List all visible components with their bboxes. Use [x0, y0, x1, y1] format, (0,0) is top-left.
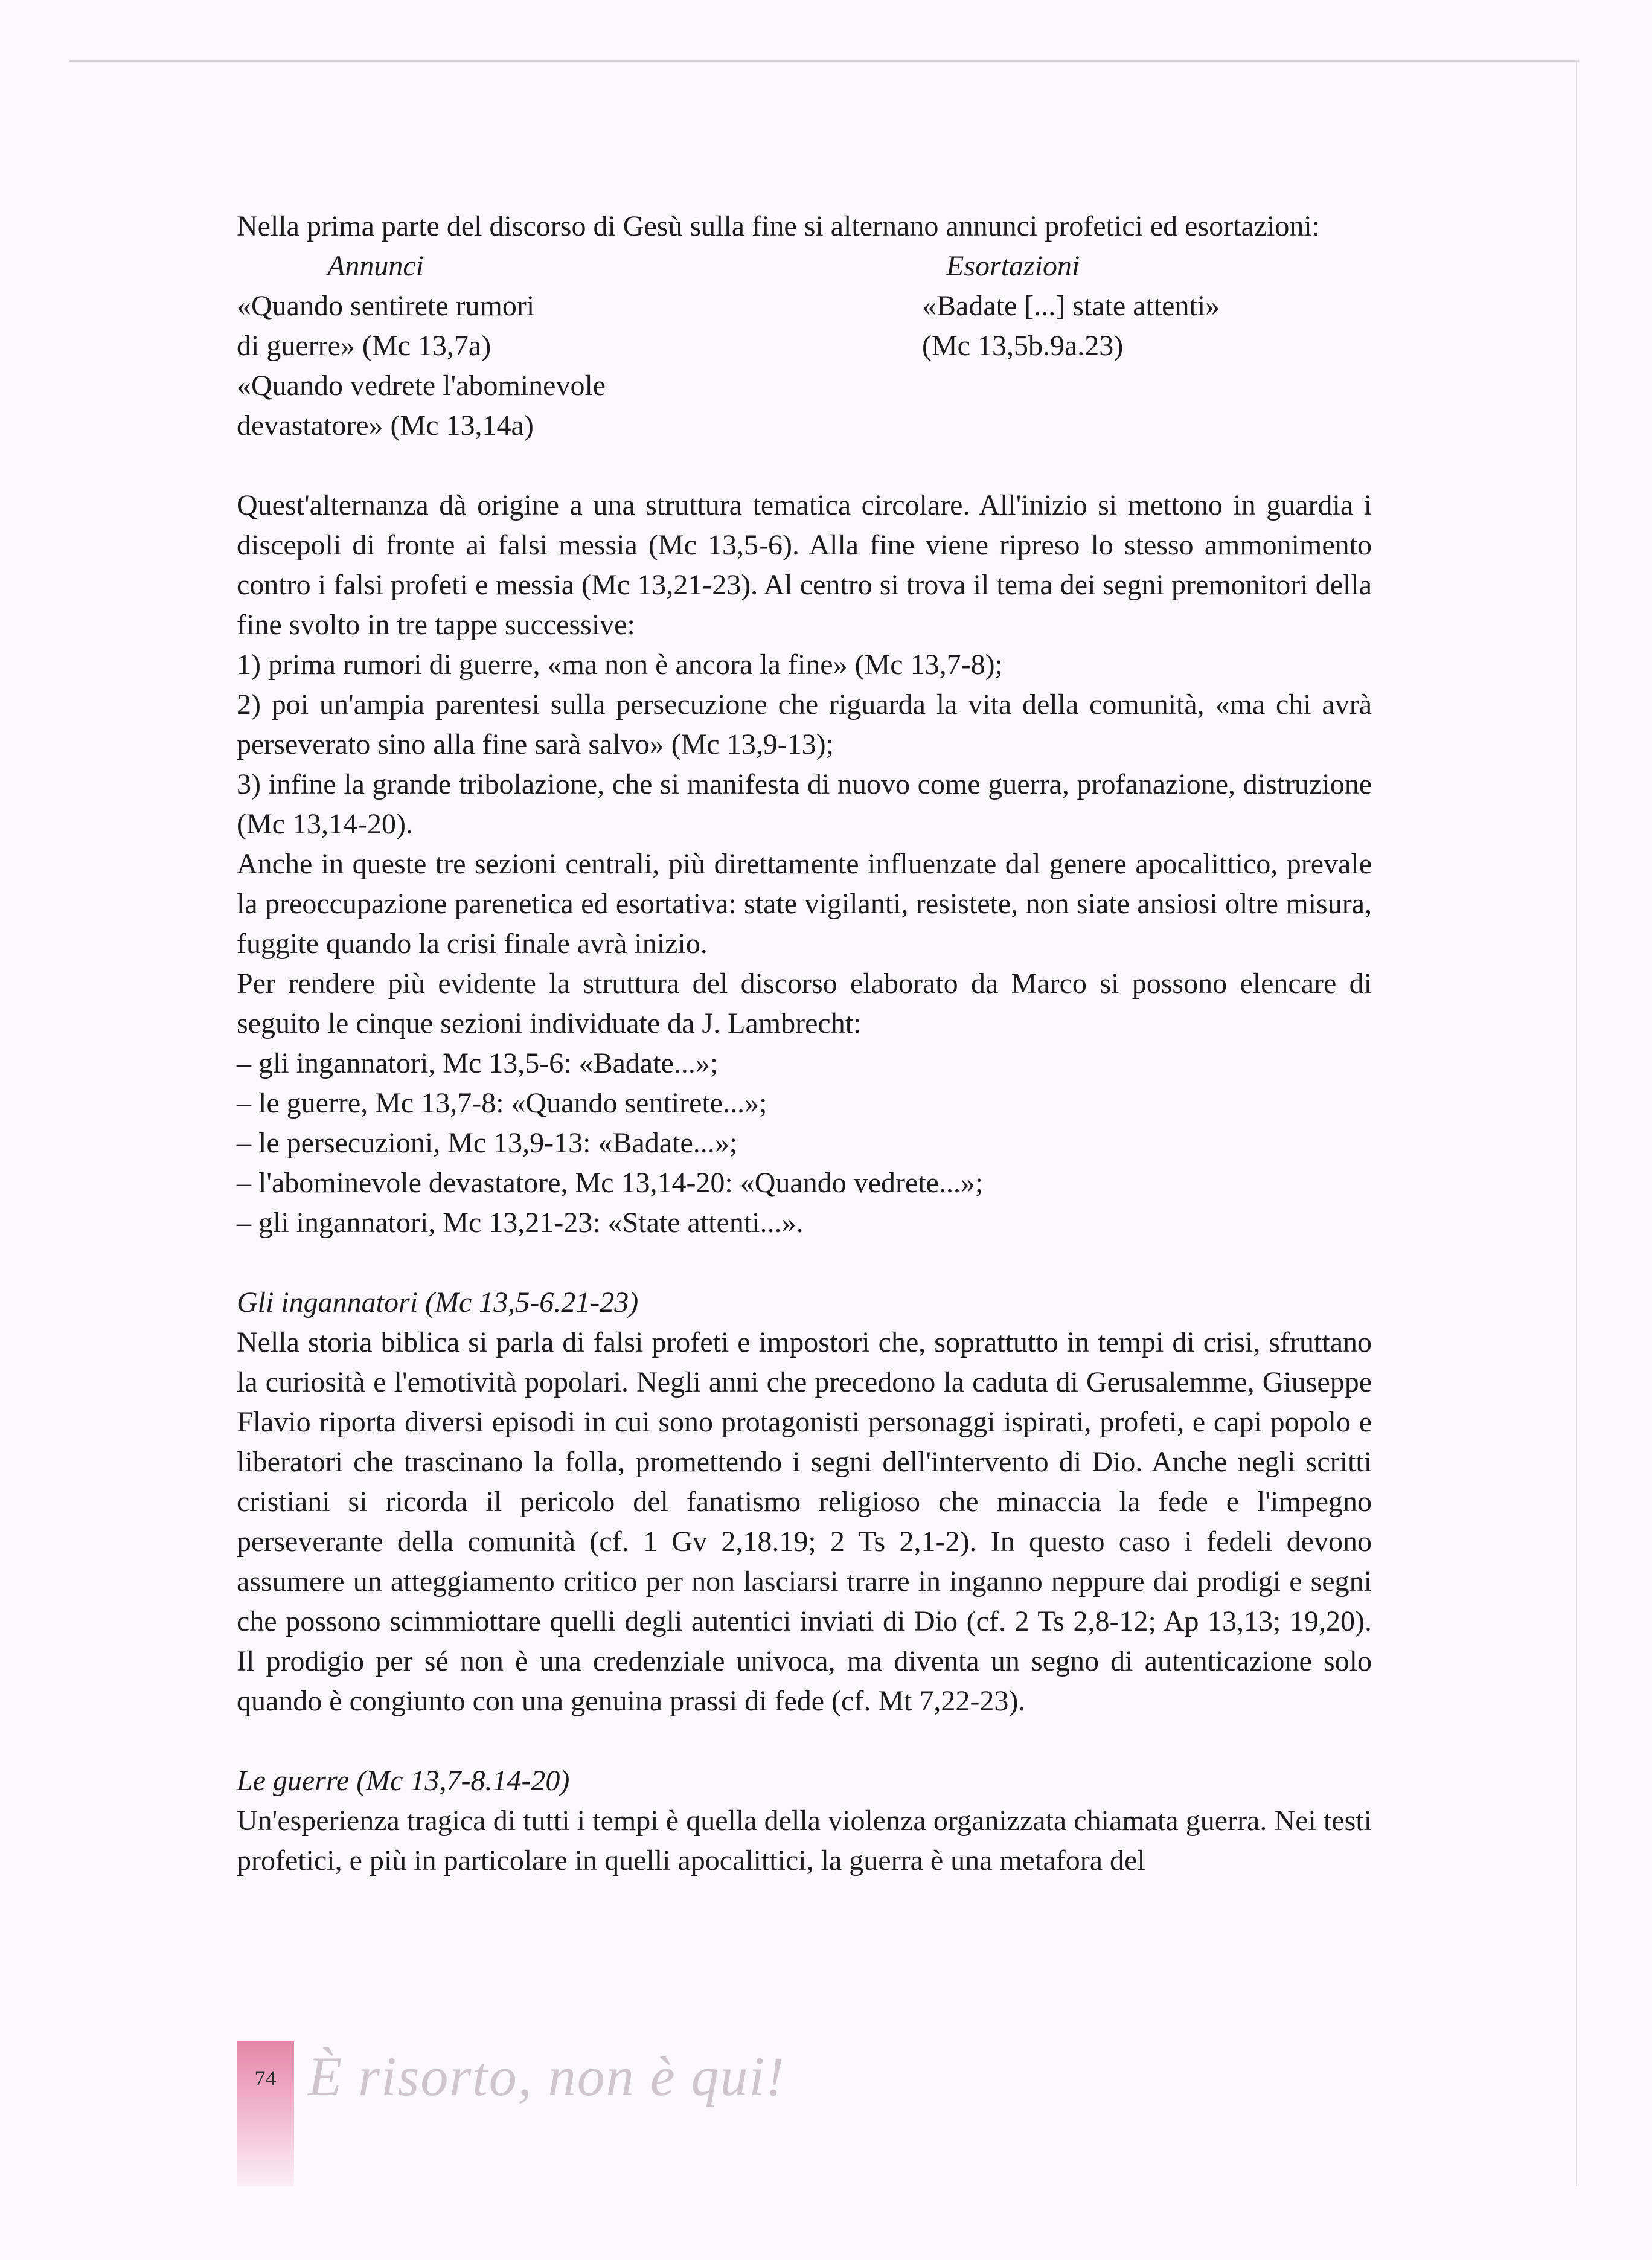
esortazioni-line: (Mc 13,5b.9a.23)	[922, 330, 1124, 362]
esortazioni-column	[922, 246, 1372, 446]
stage-item: 3) infine la grande tribolazione, che si manifesta di nuovo come guerra, profanazione, distruzione (Mc 13,14-20).	[237, 768, 1372, 840]
comparison-table	[237, 246, 1372, 446]
stage-item: 2) poi un'ampia parentesi sulla persecuzione che riguarda la vita della comunità, «ma chi avrà perseverato sino alla fine sarà salvo» (Mc 13,9-13);	[237, 689, 1372, 760]
annunci-line: di guerre» (Mc 13,7a)	[237, 330, 491, 362]
heading-guerre: Le guerre (Mc 13,7-8.14-20)	[237, 1765, 570, 1797]
main-text	[237, 207, 1372, 1881]
section-item: – gli ingannatori, Mc 13,21-23: «State attenti...».	[237, 1207, 804, 1239]
footer-color-band	[237, 2041, 294, 2186]
esortazioni-header: Esortazioni	[946, 250, 1080, 282]
section-item: – gli ingannatori, Mc 13,5-6: «Badate...»;	[237, 1047, 719, 1079]
ingannatori-paragraph: Nella storia biblica si parla di falsi profeti e impostori che, soprattutto in tempi di crisi, sfruttano la curiosità e l'emotività popolari. Negli anni che precedono la caduta di Gerusalemme, Giuseppe Flavio riporta diversi episodi in cui sono protagonisti personaggi ispirati, profeti, e capi popolo e liberatori che trascinano la folla, promettendo i segni dell'intervento di Dio. Anche negli scritti cristiani si ricorda il pericolo del fanatismo religioso che minaccia la fede e l'impegno perseverante della comunità (cf. 1 Gv 2,18.19; 2 Ts 2,1-2). In questo caso i fedeli devono assumere un atteggiamento critico per non lasciarsi trarre in inganno neppure dai prodigi e segni che possono scimmiottare quelli degli autentici inviati di Dio (cf. 2 Ts 2,8-12; Ap 13,13; 19,20). Il prodigio per sé non è una credenziale univoca, ma diventa un segno di autenticazione solo quando è congiunto con una genuina prassi di fede (cf. Mt 7,22-23).	[237, 1326, 1372, 1717]
spacer	[237, 446, 1372, 486]
page-right-edge	[1576, 60, 1577, 2186]
running-title: È risorto, non è qui!	[308, 2046, 786, 2107]
annunci-line: «Quando vedrete l'abominevole	[237, 370, 606, 402]
intro-paragraph: Nella prima parte del discorso di Gesù sulla fine si alternano annunci profetici ed esortazioni:	[237, 210, 1321, 242]
stage-item: 1) prima rumori di guerre, «ma non è ancora la fine» (Mc 13,7-8);	[237, 649, 1003, 681]
page-number: 74	[254, 2066, 277, 2090]
lambrecht-paragraph: Per rendere più evidente la struttura del discorso elaborato da Marco si possono elencare di seguito le cinque sezioni individuate da J. Lambrecht:	[237, 968, 1372, 1039]
spacer	[237, 1721, 1372, 1761]
section-item: – l'abominevole devastatore, Mc 13,14-20: «Quando vedrete...»;	[237, 1167, 984, 1199]
annunci-line: devastatore» (Mc 13,14a)	[237, 409, 534, 441]
section-item: – le guerre, Mc 13,7-8: «Quando sentirete...»;	[237, 1087, 767, 1119]
section-item: – le persecuzioni, Mc 13,9-13: «Badate...»;	[237, 1127, 738, 1159]
esortazioni-line: «Badate [...] state attenti»	[922, 290, 1220, 322]
central-sections-paragraph: Anche in queste tre sezioni centrali, più direttamente influenzate dal genere apocalittico, prevale la preoccupazione parenetica ed esortativa: state vigilanti, resistete, non siate ansiosi oltre misura, fuggite quando la crisi finale avrà inizio.	[237, 848, 1372, 960]
structure-paragraph: Quest'alternanza dà origine a una struttura tematica circolare. All'inizio si mettono in guardia i discepoli di fronte ai falsi messia (Mc 13,5-6). Alla fine viene ripreso lo stesso ammonimento contro i falsi profeti e messia (Mc 13,21-23). Al centro si trova il tema dei segni premonitori della fine svolto in tre tappe successive:	[237, 489, 1372, 641]
page-top-edge	[69, 60, 1579, 62]
annunci-column	[237, 246, 687, 446]
heading-ingannatori: Gli ingannatori (Mc 13,5-6.21-23)	[237, 1286, 639, 1318]
spacer	[237, 1243, 1372, 1283]
annunci-header: Annunci	[327, 250, 424, 282]
guerre-paragraph: Un'esperienza tragica di tutti i tempi è quella della violenza organizzata chiamata guerra. Nei testi profetici, e più in particolare in quelli apocalittici, la guerra è una metafora del	[237, 1805, 1372, 1876]
annunci-line: «Quando sentirete rumori	[237, 290, 535, 322]
